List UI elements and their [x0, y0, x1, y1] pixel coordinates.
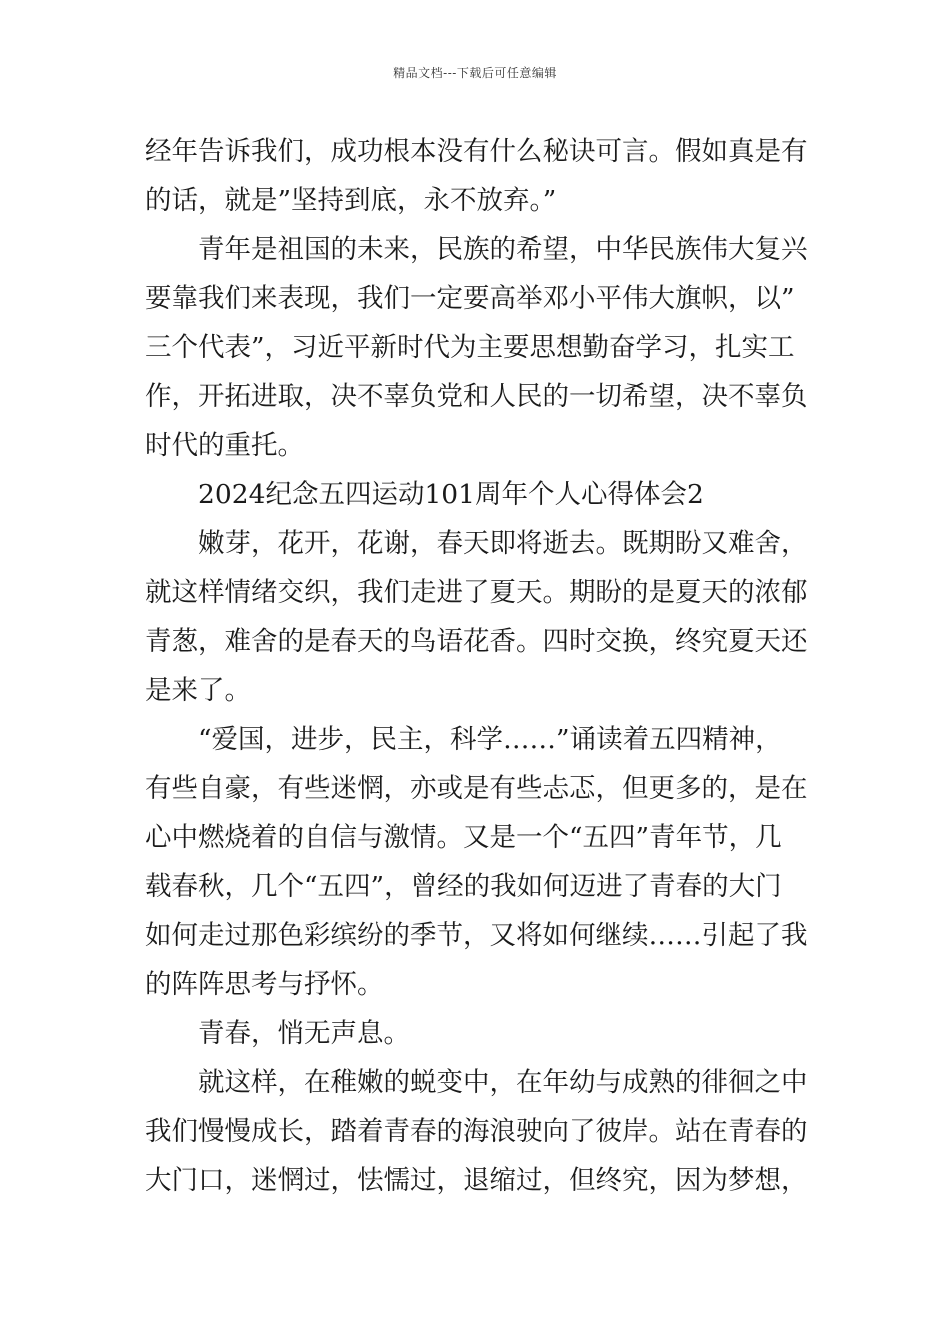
text-line: 如何走过那色彩缤纷的季节，又将如何继续……引起了我	[145, 920, 808, 951]
text-line: 经年告诉我们，成功根本没有什么秘诀可言。假如真是有	[145, 136, 808, 167]
text-line: 心中燃烧着的自信与激情。又是一个“五四”青年节，几	[145, 822, 782, 853]
text-line: 就这样情绪交织，我们走进了夏天。期盼的是夏天的浓郁	[145, 577, 808, 608]
paragraph-start-line: 青春，悄无声息。	[198, 1018, 410, 1049]
text-line: 是来了。	[145, 675, 251, 706]
text-line: 作，开拓进取，决不辜负党和人民的一切希望，决不辜负	[145, 381, 808, 412]
paragraph-start-line: 嫩芽，花开，花谢，春天即将逝去。既期盼又难舍，	[198, 528, 808, 559]
paragraph-start-line: “爱国，进步，民主，科学……”诵读着五四精神，	[198, 724, 782, 755]
paragraph-start-line: 青年是祖国的未来，民族的希望，中华民族伟大复兴	[198, 234, 808, 265]
text-line: 的话，就是”坚持到底，永不放弃。”	[145, 185, 557, 216]
section-heading: 2024纪念五四运动101周年个人心得体会2	[198, 479, 704, 510]
text-line: 青葱，难舍的是春天的鸟语花香。四时交换，终究夏天还	[145, 626, 808, 657]
text-line: 我们慢慢成长，踏着青春的海浪驶向了彼岸。站在青春的	[145, 1116, 808, 1147]
page-header: 精品文档---下载后可任意编辑	[393, 66, 557, 80]
text-line: 三个代表”，习近平新时代为主要思想勤奋学习，扎实工	[145, 332, 795, 363]
text-line: 有些自豪，有些迷惘，亦或是有些忐忑，但更多的，是在	[145, 773, 808, 804]
text-line: 载春秋，几个“五四”，曾经的我如何迈进了青春的大门	[145, 871, 782, 902]
text-line: 要靠我们来表现，我们一定要高举邓小平伟大旗帜，以”	[145, 283, 795, 314]
text-line: 时代的重托。	[145, 430, 304, 461]
text-line: 大门口，迷惘过，怯懦过，退缩过，但终究，因为梦想，	[145, 1165, 808, 1196]
paragraph-start-line: 就这样，在稚嫩的蜕变中，在年幼与成熟的徘徊之中	[198, 1067, 808, 1098]
document-body	[145, 127, 811, 1205]
text-line: 的阵阵思考与抒怀。	[145, 969, 384, 1000]
